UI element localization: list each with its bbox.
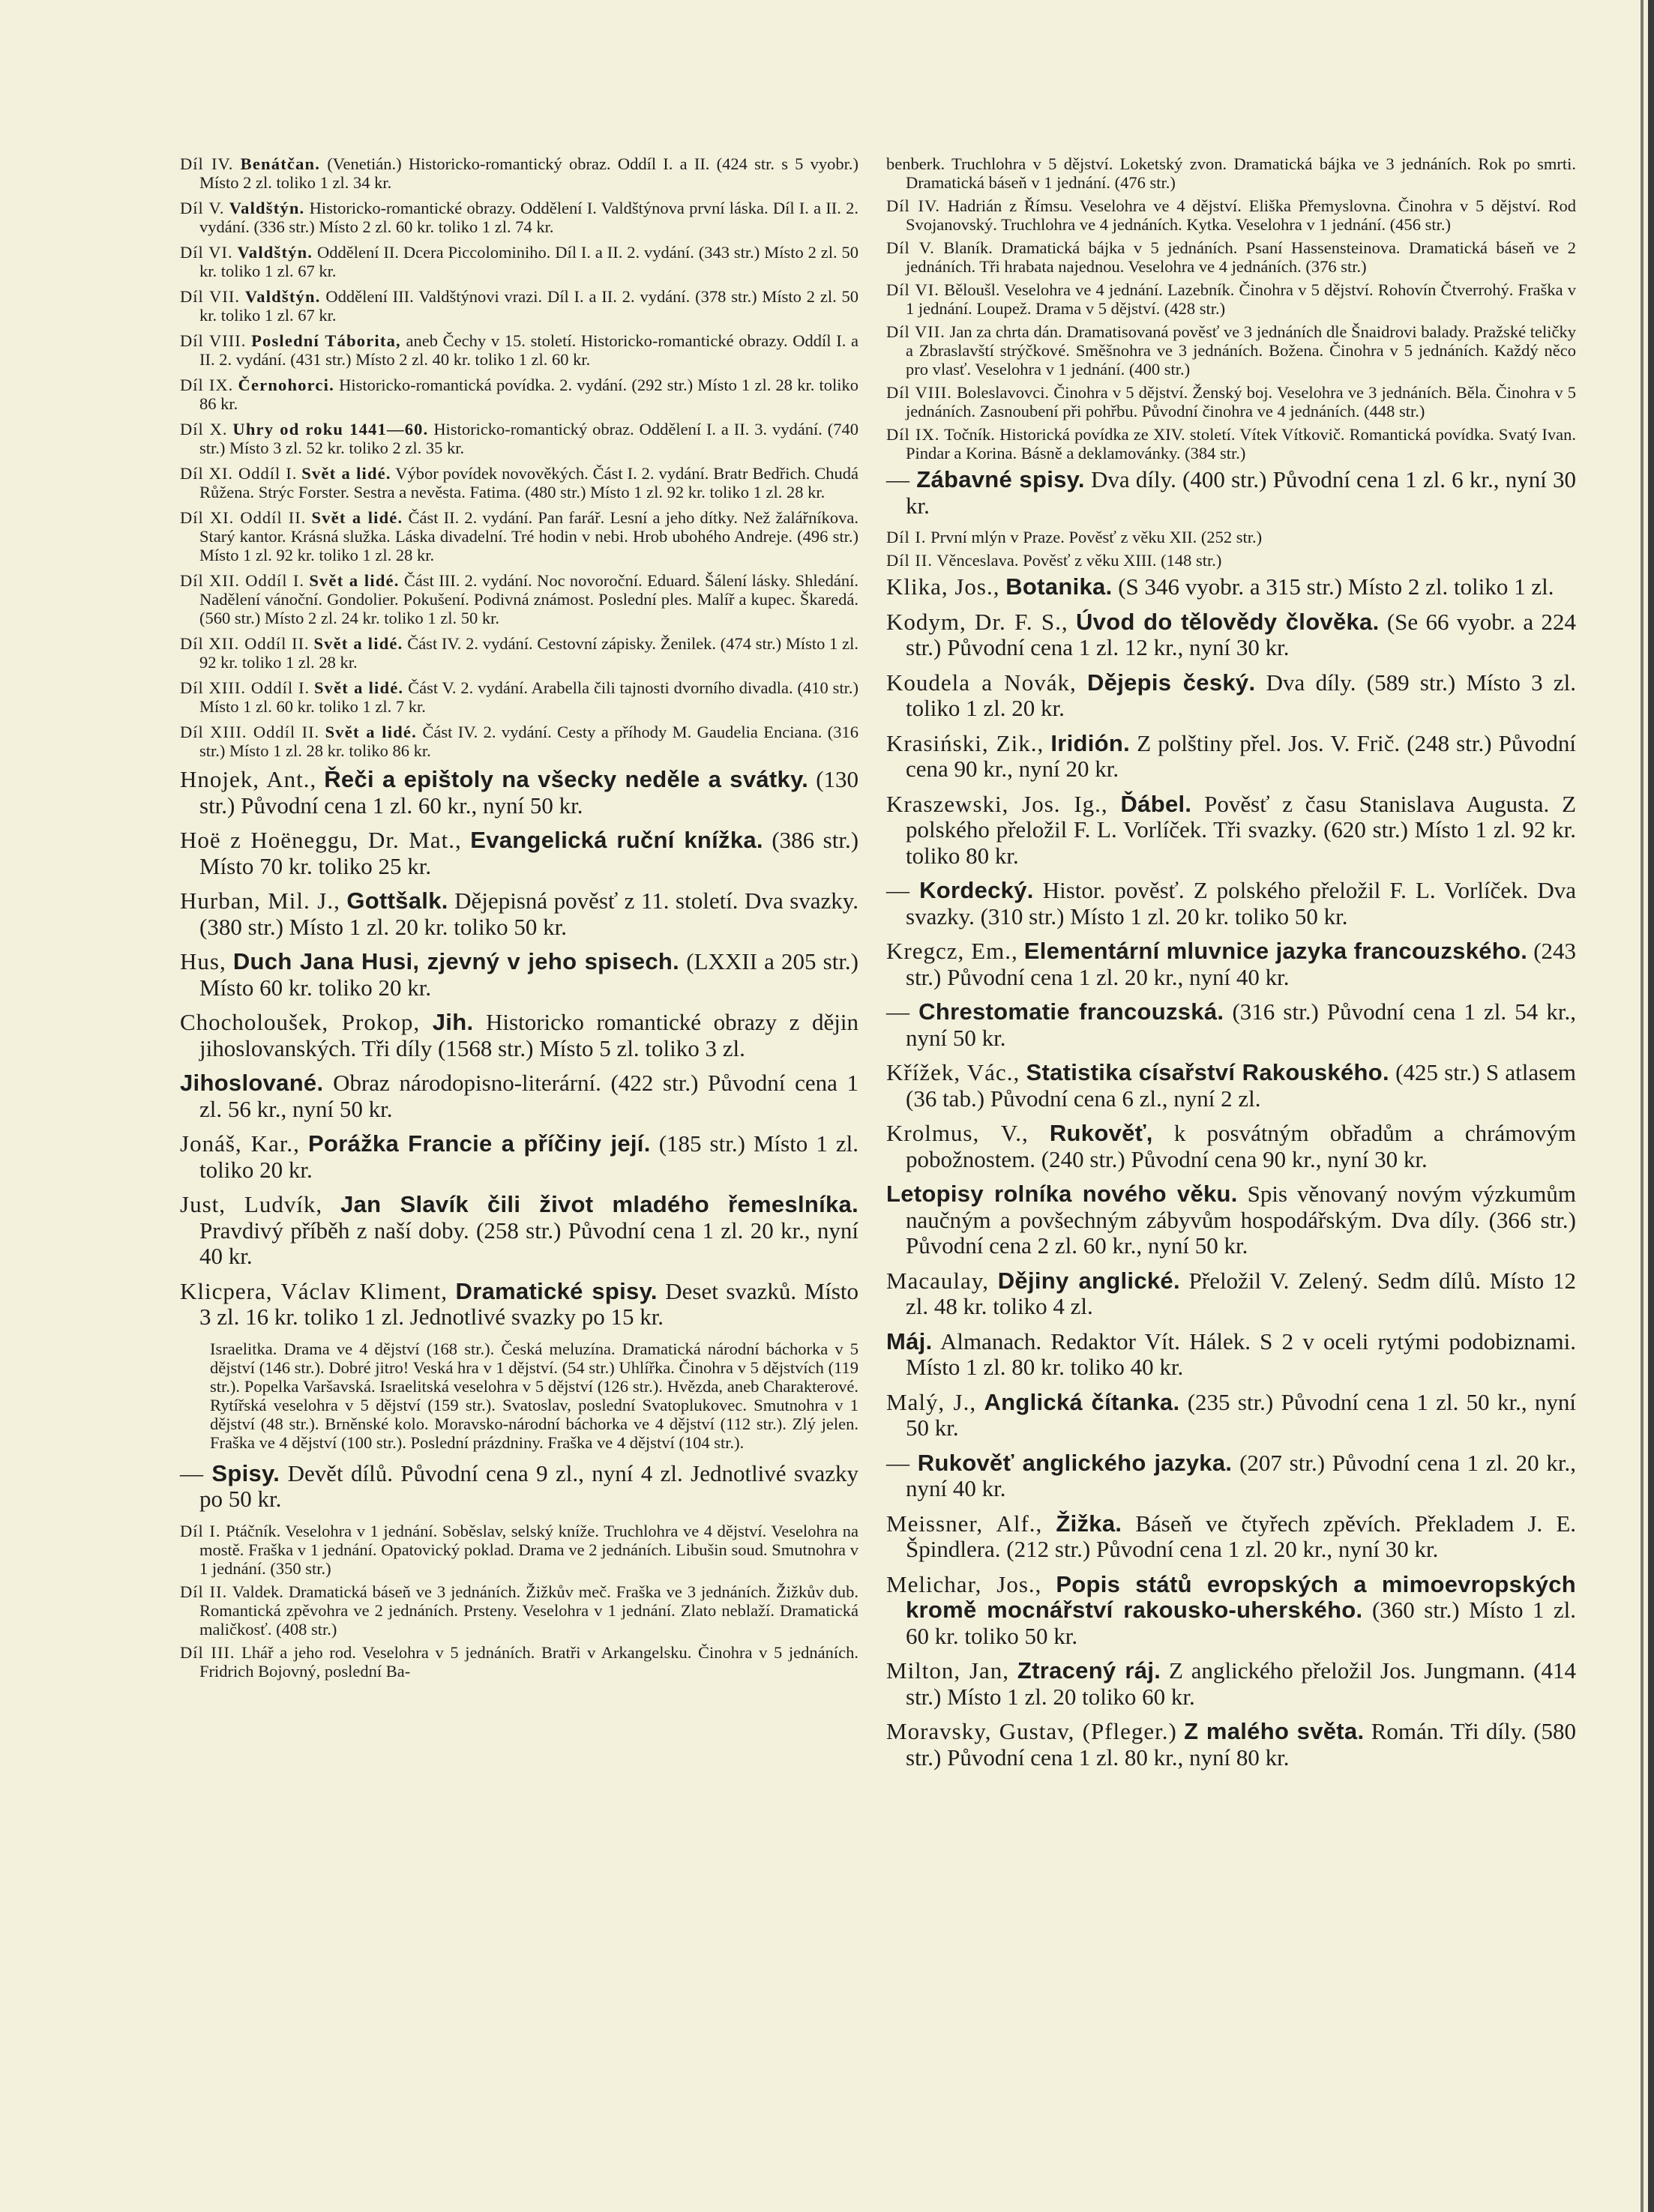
entry-body: Almanach. Redaktor Vít. Hálek. S 2 v oceli rytými podobiznami. Místo 1 zl. 80 kr. toliko 40 kr.	[906, 1327, 1576, 1380]
entry-body: Histor. pověsť. Z polského přeložil F. L. Vorlíček. Dva svazky. (310 str.) Místo 1 zl. 20 kr. toliko 50 kr.	[906, 877, 1577, 929]
catalog-entry	[180, 154, 858, 192]
entry-lead: Díl IX.	[886, 425, 940, 444]
entry-lead: Díl V.	[886, 238, 935, 257]
catalog-entry	[180, 243, 858, 280]
catalog-entry	[180, 287, 858, 325]
catalog-entry	[180, 678, 858, 716]
entry-body: (LXXII a 205 str.) Místo 60 kr. toliko 20 kr.	[199, 948, 859, 1001]
entry-body: Běloušl. Veselohra ve 4 jednání. Lazebník. Činohra v 5 dějství. Rohovín Čtverrohý. Fraška v 1 jednání. Loupež. Drama v 5 dějství. (428 str.)	[906, 280, 1577, 318]
entry-title: Svět a lidé.	[309, 571, 400, 590]
catalog-entry	[886, 154, 1576, 192]
catalog-entry	[886, 1511, 1576, 1563]
entry-title: Máj.	[886, 1327, 933, 1354]
entry-lead: Hoë z Hoëneggu, Dr. Mat.,	[180, 827, 462, 853]
entry-body: Pravdivý příběh z naší doby. (258 str.) Původní cena 1 zl. 20 kr., nyní 40 kr.	[199, 1217, 858, 1269]
entry-lead: Díl XI. Oddíl II.	[180, 508, 307, 527]
entry-title: Anglická čítanka.	[984, 1388, 1180, 1415]
entry-title: Evangelická ruční knížka.	[470, 827, 763, 853]
entry-body: Část III. 2. vydání. Noc novoroční. Eduard. Šálení lásky. Shledání. Nadělení vánoční. Gondolier. Pokušení. Podivná známost. Poslední ples. Malíř a kupec. Škaredá. (560 str.) Místo 2 zl. 24 kr. toliko 1 zl. 50 kr.	[199, 571, 858, 627]
entry-body: (360 str.) Místo 1 zl. 60 kr. toliko 50 kr.	[906, 1597, 1577, 1649]
catalog-entry	[180, 199, 858, 236]
entry-body: Obraz národopisno-literární. (422 str.) Původní cena 1 zl. 56 kr., nyní 50 kr.	[199, 1070, 859, 1122]
catalog-entry	[180, 1192, 858, 1270]
entry-title: Kordecký.	[919, 877, 1034, 903]
entry-lead: Díl IV.	[180, 154, 234, 173]
entry-lead: Macaulay,	[886, 1267, 989, 1294]
entry-lead: Díl XII. Oddíl I.	[180, 571, 304, 590]
entry-body: Z polštiny přel. Jos. V. Frič. (248 str.) Původní cena 90 kr., nyní 20 kr.	[906, 729, 1577, 782]
entry-body: (243 str.) Původní cena 1 zl. 20 kr., nyní 40 kr.	[906, 938, 1577, 990]
entry-title: Letopisy rolníka nového věku.	[886, 1181, 1238, 1207]
catalog-entry	[886, 670, 1576, 722]
entry-title: Svět a lidé.	[325, 723, 417, 741]
catalog-entry	[180, 331, 858, 369]
entry-lead: Klika, Jos.,	[886, 573, 1000, 600]
entry-lead: Kregcz, Em.,	[886, 938, 1018, 964]
entry-title: Valdštýn.	[244, 287, 321, 306]
entry-lead: Díl III.	[180, 1642, 235, 1662]
entry-title: Spisy.	[211, 1459, 280, 1486]
catalog-entry	[886, 196, 1576, 234]
entry-body: Pověsť z času Stanislava Augusta. Z polského přeložil F. L. Vorlíček. Tři svazky. (620 str.) Místo 1 zl. 92 kr. toliko 80 kr.	[906, 790, 1577, 869]
entry-body: (207 str.) Původní cena 1 zl. 20 kr., nyní 40 kr.	[906, 1449, 1577, 1501]
entry-body: Historicko-romantické obrazy. Oddělení I. Valdštýnova první láska. Díl I. a II. 2. vydání. (336 str.) Místo 2 zl. 60 kr. toliko 1 zl. 74 kr.	[199, 199, 858, 236]
entry-lead: Díl I.	[180, 1521, 221, 1540]
entry-body: Ptáčník. Veselohra v 1 jednání. Soběslav, selský kníže. Truchlohra ve 4 dějství. Veselohra na mostě. Fraška v 1 jednání. Opatovický poklad. Drama ve 2 jednáních. Libušin soud. Smutnohra v 1 jednání. (350 str.)	[199, 1521, 858, 1578]
entry-lead: Díl VII.	[886, 322, 945, 341]
entry-lead: Klicpera, Václav Kliment,	[180, 1277, 448, 1304]
catalog-entry	[180, 723, 858, 760]
catalog-entry	[180, 949, 858, 1001]
entry-lead: —	[886, 1449, 910, 1476]
entry-title: Dějepis český.	[1086, 669, 1256, 696]
catalog-entry	[886, 1121, 1576, 1172]
catalog-entry	[886, 1268, 1576, 1320]
entry-title: Úvod do tělovědy člověka.	[1075, 608, 1380, 635]
entry-lead: Díl VI.	[180, 243, 233, 262]
entry-lead: Díl VII.	[180, 287, 241, 306]
entry-body: (185 str.) Místo 1 zl. toliko 20 kr.	[199, 1130, 859, 1183]
entry-lead: Díl II.	[886, 551, 933, 570]
entry-title: Rukověť anglického jazyka.	[917, 1449, 1233, 1476]
entry-lead: Koudela a Novák,	[886, 669, 1077, 696]
entry-lead: Jonáš, Kar.,	[180, 1130, 300, 1157]
entry-body: Oddělení II. Dcera Piccolominiho. Díl I. a II. 2. vydání. (343 str.) Místo 2 zl. 50 kr. toliko 1 zl. 67 kr.	[199, 243, 858, 280]
entry-title: Jan Slavík čili život mladého řemeslníka.	[340, 1191, 858, 1217]
catalog-entry	[180, 634, 858, 672]
entry-body: Blaník. Dramatická bájka v 5 jednáních. Psaní Hassensteinova. Dramatická báseň ve 2 jednáních. Tři hrabata najednou. Veselohra ve 4 jednáních. (376 str.)	[906, 238, 1576, 276]
entry-title: Černohorci.	[238, 376, 334, 394]
catalog-entry	[886, 792, 1576, 870]
entry-body: (235 str.) Původní cena 1 zl. 50 kr., nyní 50 kr.	[906, 1388, 1577, 1441]
entry-lead: —	[886, 998, 910, 1025]
entry-body: (386 str.) Místo 70 kr. toliko 25 kr.	[199, 827, 859, 879]
entry-title: Gottšalk.	[346, 887, 448, 914]
entry-lead: Meissner, Alf.,	[886, 1510, 1043, 1537]
entry-body: Valdek. Dramatická báseň ve 3 jednáních. Žižkův meč. Fraška ve 3 jednáních. Žižkův dub. Romantická zpěvohra ve 2 jednáních. Prsteny. Veselohra v 1 jednání. Zlato neblaží. Dramatická maličkosť. (408 str.)	[199, 1582, 858, 1639]
catalog-entry	[180, 1131, 858, 1183]
entry-body: (Venetián.) Historicko-romantický obraz. Oddíl I. a II. (424 str. s 5 vyobr.) Místo 2 zl. toliko 1 zl. 34 kr.	[199, 154, 859, 192]
catalog-entry	[886, 322, 1576, 379]
entry-body: Věnceslava. Pověsť z věku XIII. (148 str.)	[936, 551, 1222, 570]
entry-title: Popis států evropských a mimoevropských kromě mocnářství rakousko-uherského.	[906, 1570, 1577, 1623]
entry-lead: Melichar, Jos.,	[886, 1570, 1042, 1597]
entry-title: Valdštýn.	[229, 199, 305, 217]
entry-title: Statistika císařství Rakouského.	[1026, 1059, 1389, 1085]
entry-title: Elementární mluvnice jazyka francouzského.	[1023, 938, 1528, 964]
entry-lead: Hurban, Mil. J.,	[180, 887, 340, 914]
entry-body: Báseň ve čtyřech zpěvích. Překladem J. E. Špindlera. (212 str.) Původní cena 1 zl. 20 kr., nyní 30 kr.	[906, 1510, 1577, 1562]
entry-body: Devět dílů. Původní cena 9 zl., nyní 4 zl. Jednotlivé svazky po 50 kr.	[199, 1459, 858, 1512]
catalog-entry	[886, 383, 1576, 421]
catalog-entry	[886, 1719, 1576, 1770]
entry-body: benberk. Truchlohra v 5 dějství. Loketský zvon. Dramatická bájka ve 3 jednáních. Rok po smrti. Dramatická báseň v 1 jednání. (476 str.)	[886, 154, 1576, 192]
entry-lead: Malý, J.,	[886, 1388, 977, 1415]
entry-title: Jihoslované.	[180, 1070, 324, 1096]
entry-body: (S 346 vyobr. a 315 str.) Místo 2 zl. toliko 1 zl.	[1118, 573, 1554, 600]
catalog-entry	[180, 1279, 858, 1330]
entry-body: (130 str.) Původní cena 1 zl. 60 kr., nyní 50 kr.	[199, 766, 859, 819]
entry-lead: Díl IX.	[180, 376, 234, 394]
entry-body: Historicko-romantická povídka. 2. vydání. (292 str.) Místo 1 zl. 28 kr. toliko 86 kr.	[199, 376, 859, 413]
entry-lead: Krolmus, V.,	[886, 1120, 1029, 1146]
entry-title: Ďábel.	[1120, 790, 1192, 817]
entry-title: Uhry od roku 1441—60.	[232, 420, 429, 439]
catalog-entry	[180, 571, 858, 627]
entry-body: První mlýn v Praze. Pověsť z věku XII. (252 str.)	[930, 528, 1263, 546]
catalog-entry	[180, 420, 858, 457]
entry-body: aneb Čechy v 15. století. Historicko-romantické obrazy. Oddíl I. a II. 2. vydání. (431 str.) Místo 2 zl. 40 kr. toliko 1 zl. 60 kr.	[199, 331, 859, 369]
entry-lead: —	[886, 877, 910, 903]
entry-body: Oddělení III. Valdštýnovi vrazi. Díl I. a II. 2. vydání. (378 str.) Místo 2 zl. 50 kr. toliko 1 zl. 67 kr.	[199, 287, 859, 325]
entry-lead: —	[180, 1459, 204, 1486]
catalog-entry	[886, 551, 1576, 570]
catalog-entry	[886, 1181, 1576, 1259]
entry-lead: Kodym, Dr. F. S.,	[886, 608, 1068, 635]
right-column	[886, 154, 1576, 1779]
entry-lead: Krasiński, Zik.,	[886, 729, 1044, 756]
catalog-entry	[180, 1010, 858, 1061]
catalog-entry	[886, 609, 1576, 661]
entry-title: Dramatické spisy.	[455, 1277, 658, 1304]
entry-title: Botanika.	[1005, 573, 1113, 600]
entry-lead: Hus,	[180, 948, 226, 974]
entry-lead: Díl XIII. Oddíl I.	[180, 678, 310, 697]
entry-body: Část II. 2. vydání. Pan farář. Lesní a jeho dítky. Než žalářníkova. Starý kantor. Krásná služka. Láska divadelní. Tré hodin v nebi. Hrob ubohého Andreje. (496 str.) Místo 1 zl. 92 kr. toliko 1 zl. 28 kr.	[199, 508, 859, 564]
entry-body: Hadrián z Římsu. Veselohra ve 4 dějství. Eliška Přemyslovna. Činohra v 5 dějství. Rod Svojanovský. Truchlohra ve 4 jednáních. Kytka. Veselohra v 1 jednání. (456 str.)	[906, 196, 1577, 234]
catalog-entry	[180, 1070, 858, 1122]
entry-body: Dva díly. (589 str.) Místo 3 zl. toliko 1 zl. 20 kr.	[906, 669, 1576, 721]
entry-title: Duch Jana Husi, zjevný v jeho spisech.	[232, 948, 680, 974]
entry-lead: Díl IV.	[886, 196, 941, 215]
page-edge-shadow	[1641, 0, 1644, 2212]
entry-body: Historicko-romantický obraz. Oddělení I. a II. 3. vydání. (740 str.) Místo 3 zl. 52 kr. toliko 2 zl. 35 kr.	[199, 420, 858, 457]
entry-lead: Díl II.	[180, 1582, 228, 1601]
catalog-entry	[886, 938, 1576, 990]
entry-body: Z anglického přeložil Jos. Jungmann. (414 str.) Místo 1 zl. 20 toliko 60 kr.	[906, 1657, 1577, 1710]
entry-title: Svět a lidé.	[313, 678, 404, 697]
entry-title: Jih.	[432, 1009, 474, 1035]
catalog-entry	[886, 1450, 1576, 1502]
entry-body: Spis věnovaný novým výzkumům naučným a povšechným zábyvům hospodářským. Dva díly. (366 str.) Původní cena 2 zl. 60 kr., nyní 50 kr.	[906, 1181, 1576, 1259]
entry-title: Řeči a epištoly na všecky neděle a svátky.	[324, 766, 809, 792]
entry-lead: Díl VI.	[886, 280, 939, 299]
entry-lead: Chocholoušek, Prokop,	[180, 1009, 421, 1035]
catalog-entry	[886, 1658, 1576, 1710]
entry-title: Porážka Francie a příčiny její.	[307, 1130, 651, 1157]
catalog-entry	[886, 1060, 1576, 1112]
catalog-entry	[180, 1522, 858, 1578]
entry-lead: Díl XI. Oddíl I.	[180, 464, 298, 483]
catalog-entry	[886, 280, 1576, 318]
entry-lead: Díl I.	[886, 528, 927, 546]
catalog-entry	[180, 464, 858, 501]
entry-body: Israelitka. Drama ve 4 dějství (168 str.). Česká meluzína. Dramatická národní báchorka v 5 dějství (146 str.). Dobré jitro! Veská hra v 1 dějství. (54 str.) Uhlířka. Činohra v 5 dějstvích (119 str.). Popelka Varšavská. Israelitská veselohra v 5 dějství (126 str.). Hvězda, aneb Charakterové. Rytířská veselohra v 5 dějství (159 str.). Svatoslav, poslední Svatoplukovec. Smutnohra v 1 dějství (48 str.). Brněnské kolo. Moravsko-národní báchorka ve 4 dějství (112 str.). Zlý jelen. Fraška ve 4 dějství (100 str.). Poslední prázdniny. Fraška ve 4 dějství (104 str.).	[210, 1339, 858, 1452]
entry-body: Boleslavovci. Činohra v 5 dějství. Ženský boj. Veselohra ve 3 jednáních. Běla. Činohra v 5 jednáních. Zasnoubení při pohřbu. Původní činohra ve 4 jednáních. (448 str.)	[906, 383, 1576, 421]
catalog-entry	[886, 1329, 1576, 1381]
entry-title: Ztracený ráj.	[1017, 1657, 1161, 1684]
entry-title: Benátčan.	[240, 154, 321, 173]
entry-title: Zábavné spisy.	[916, 466, 1085, 492]
entry-lead: Díl V.	[180, 199, 225, 217]
entry-lead: Milton, Jan,	[886, 1657, 1010, 1684]
entry-lead: Just, Ludvík,	[180, 1191, 323, 1217]
entry-lead: Díl VIII.	[180, 331, 247, 350]
catalog-entry	[886, 467, 1576, 519]
catalog-entry	[180, 508, 858, 564]
catalog-entry	[180, 828, 858, 879]
entry-title: Žižka.	[1056, 1510, 1122, 1537]
entry-body: (425 str.) S atlasem (36 tab.) Původní cena 6 zl., nyní 2 zl.	[906, 1059, 1577, 1112]
catalog-entry	[180, 767, 858, 819]
entry-title: Valdštýn.	[237, 243, 313, 262]
page-edge	[1648, 0, 1654, 2212]
entry-lead: Kraszewski, Jos. Ig.,	[886, 790, 1108, 817]
entry-lead: —	[886, 466, 910, 492]
catalog-entry	[886, 238, 1576, 276]
catalog-entry	[886, 731, 1576, 783]
catalog-entry	[886, 528, 1576, 546]
entry-body: Točník. Historická povídka ze XIV. století. Vítek Vítkovič. Romantická povídka. Svatý Ivan. Pindar a Korina. Básně a deklamovánky. (384 str.)	[906, 425, 1576, 462]
entry-lead: Díl VIII.	[886, 383, 952, 402]
catalog-entry	[886, 574, 1576, 600]
catalog-entry	[180, 888, 858, 940]
entry-body: Část IV. 2. vydání. Cestovní zápisky. Ženilek. (474 str.) Místo 1 zl. 92 kr. toliko 1 zl. 28 kr.	[199, 634, 858, 672]
left-column	[180, 154, 858, 1685]
entry-title: Z malého světa.	[1184, 1718, 1365, 1744]
entry-body: Lhář a jeho rod. Veselohra v 5 jednáních. Bratři v Arkangelsku. Činohra v 5 jednáních. Fridrich Bojovný, poslední Ba-	[199, 1642, 859, 1681]
entry-lead: Díl XIII. Oddíl II.	[180, 723, 320, 741]
catalog-entry	[886, 878, 1576, 929]
entry-lead: Křížek, Vác.,	[886, 1059, 1020, 1085]
entry-lead: Díl X.	[180, 420, 228, 439]
entry-title: Chrestomatie francouzská.	[918, 998, 1224, 1025]
catalog-entry	[886, 425, 1576, 462]
catalog-entry	[180, 1339, 858, 1452]
entry-body: Román. Tři díly. (580 str.) Původní cena 1 zl. 80 kr., nyní 80 kr.	[906, 1718, 1577, 1770]
catalog-entry	[180, 376, 858, 413]
entry-title: Poslední Táborita,	[251, 331, 401, 350]
catalog-entry	[180, 1582, 858, 1639]
entry-body: (Se 66 vyobr. a 224 str.) Původní cena 1 zl. 12 kr., nyní 30 kr.	[906, 608, 1577, 660]
entry-body: Jan za chrta dán. Dramatisovaná pověsť ve 3 jednáních dle Šnaidrovi balady. Pražské teličky a Zbraslavští strýčkové. Směšnohra ve 3 jednáních. Božena. Činohra v 5 jednáních. Každý něco pro vlasť. Veselohra v 1 jednání. (400 str.)	[906, 322, 1576, 379]
entry-body: k posvátným obřadům a chrámovým pobožnostem. (240 str.) Původní cena 90 kr., nyní 30 kr.	[906, 1120, 1576, 1172]
entry-lead: Díl XII. Oddíl II.	[180, 634, 310, 653]
entry-title: Iridión.	[1050, 729, 1131, 756]
catalog-entry	[886, 1390, 1576, 1441]
entry-body: Dva díly. (400 str.) Původní cena 1 zl. 6 kr., nyní 30 kr.	[906, 466, 1577, 519]
entry-body: Část IV. 2. vydání. Cesty a příhody M. Gaudelia Enciana. (316 str.) Místo 1 zl. 28 kr. toliko 86 kr.	[199, 723, 858, 760]
entry-body: Výbor povídek novověkých. Část I. 2. vydání. Bratr Bedřich. Chudá Růžena. Strýc Forster. Sestra a nevěsta. Fatima. (480 str.) Místo 1 zl. 92 kr. toliko 1 zl. 28 kr.	[199, 464, 859, 501]
entry-title: Dějiny anglické.	[997, 1267, 1180, 1294]
entry-body: Dějepisná pověsť z 11. století. Dva svazky. (380 str.) Místo 1 zl. 20 kr. toliko 50 kr.	[199, 887, 859, 940]
entry-title: Rukověť,	[1049, 1120, 1153, 1146]
catalog-entry	[886, 999, 1576, 1051]
catalog-entry	[180, 1461, 858, 1513]
entry-title: Svět a lidé.	[301, 464, 391, 483]
entry-body: Přeložil V. Zelený. Sedm dílů. Místo 12 zl. 48 kr. toliko 4 zl.	[906, 1267, 1577, 1319]
catalog-entry	[886, 1572, 1576, 1650]
entry-title: Svět a lidé.	[311, 508, 403, 527]
entry-lead: Moravsky, Gustav, (Pfleger.)	[886, 1718, 1177, 1744]
entry-body: (316 str.) Původní cena 1 zl. 54 kr., nyní 50 kr.	[906, 998, 1577, 1051]
catalog-entry	[180, 1643, 858, 1681]
entry-body: Část V. 2. vydání. Arabella čili tajnosti dvorního divadla. (410 str.) Místo 1 zl. 60 kr. toliko 1 zl. 7 kr.	[199, 678, 858, 716]
entry-title: Svět a lidé.	[313, 634, 403, 653]
entry-lead: Hnojek, Ant.,	[180, 766, 317, 792]
entry-body: Historicko romantické obrazy z dějin jihoslovanských. Tři díly (1568 str.) Místo 5 zl. toliko 3 zl.	[199, 1009, 859, 1061]
entry-body: Deset svazků. Místo 3 zl. 16 kr. toliko 1 zl. Jednotlivé svazky po 15 kr.	[199, 1277, 858, 1330]
